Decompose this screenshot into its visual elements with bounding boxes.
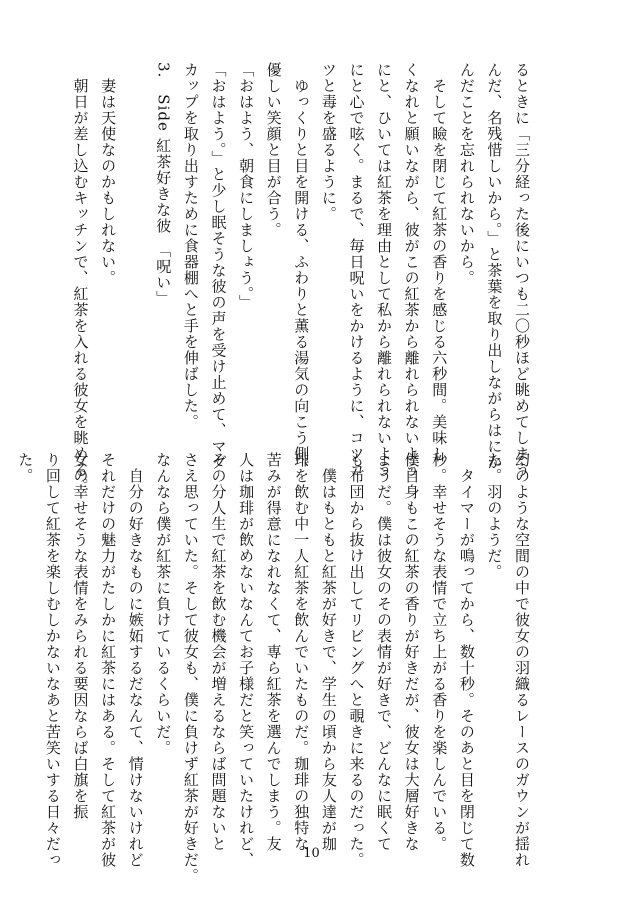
paragraph: 妻は天使なのかもしれない。 朝日が差し込むキッチンで、紅茶を入れる彼女を眺める。: [71, 78, 118, 494]
paragraph: 幻のような空間の中で彼女の羽織るレースのガウンが揺れ た。羽のようだ。: [485, 452, 531, 868]
paragraph: 僕はもともと紅茶が好きで、学生の頃から友人達が珈 琲を飲む中一人紅茶を飲んでいたものだ。珈琲の独特な 苦みが得意になれなくて、専ら紅茶を選んでしまう。友 人は珈琲が飲めないなんてお子様だと笑っていたけれど、 その分人生で紅茶を飲む機会が増えるならば問題ないと さえ思っていた。そして彼女も、僕に負けず紅茶が好きだ。 なんなら僕が紅茶に負けているくらいだ。: [154, 452, 338, 884]
paragraph: 自分の好きなものに嫉妬するだなんて、情けないけれど それだけの魅力がたしかに紅茶にはある。そして紅茶が彼 女の幸せそうな表情をみられる要因ならば白旗を振 り回して紅茶を楽しむしかないなあと苦笑いする日々だっ た。: [16, 452, 145, 868]
section-heading: 3. Side 紅茶好きな彼 「呪い」: [154, 62, 173, 307]
paragraph: 「おはよう、朝食にしましょう。」 「おはよう。」と少し眠そうな彼の声を受け止めて、マグ カップを取り出すために食器棚へと手を伸ばした。: [181, 62, 256, 471]
paragraph: ゆっくりと目を開ける、ふわりと薫る湯気の向こう側、 優しい笑顔と目が合う。: [264, 62, 311, 478]
page-number: 10: [303, 846, 320, 861]
upper-text-block: [71, 62, 535, 494]
paragraph: タイマーが鳴ってから、数十秒。そのあと目を閉じて数 秒。幸せそうな表情で立ち上がる香りを楽しんでいる。 僕自身もこの紅茶の香りが好きだが、彼女は大層好きな ようだ。僕は彼女のその表情が好きで、どんなに眠くて も布団から抜け出してリビングへと覗きに来るのだった。: [347, 452, 476, 868]
paragraph: そして瞼を閉じて紅茶の香りを感じる六秒間。美味し くなれと願いながら、彼がこの紅茶から離れられないよう にと、ひいては紅茶を理由として私から離れられないよう にと心で呟く。まるで、毎日呪いをかけるように、コツコ ツと毒を盛るように。: [319, 62, 449, 478]
paragraph: るときに「三分経った後にいつも二〇秒ほど眺めてしまう んだ、名残惜しいから。」と茶葉を取り出しながらはにか んだことを忘れられないから。: [457, 62, 531, 478]
